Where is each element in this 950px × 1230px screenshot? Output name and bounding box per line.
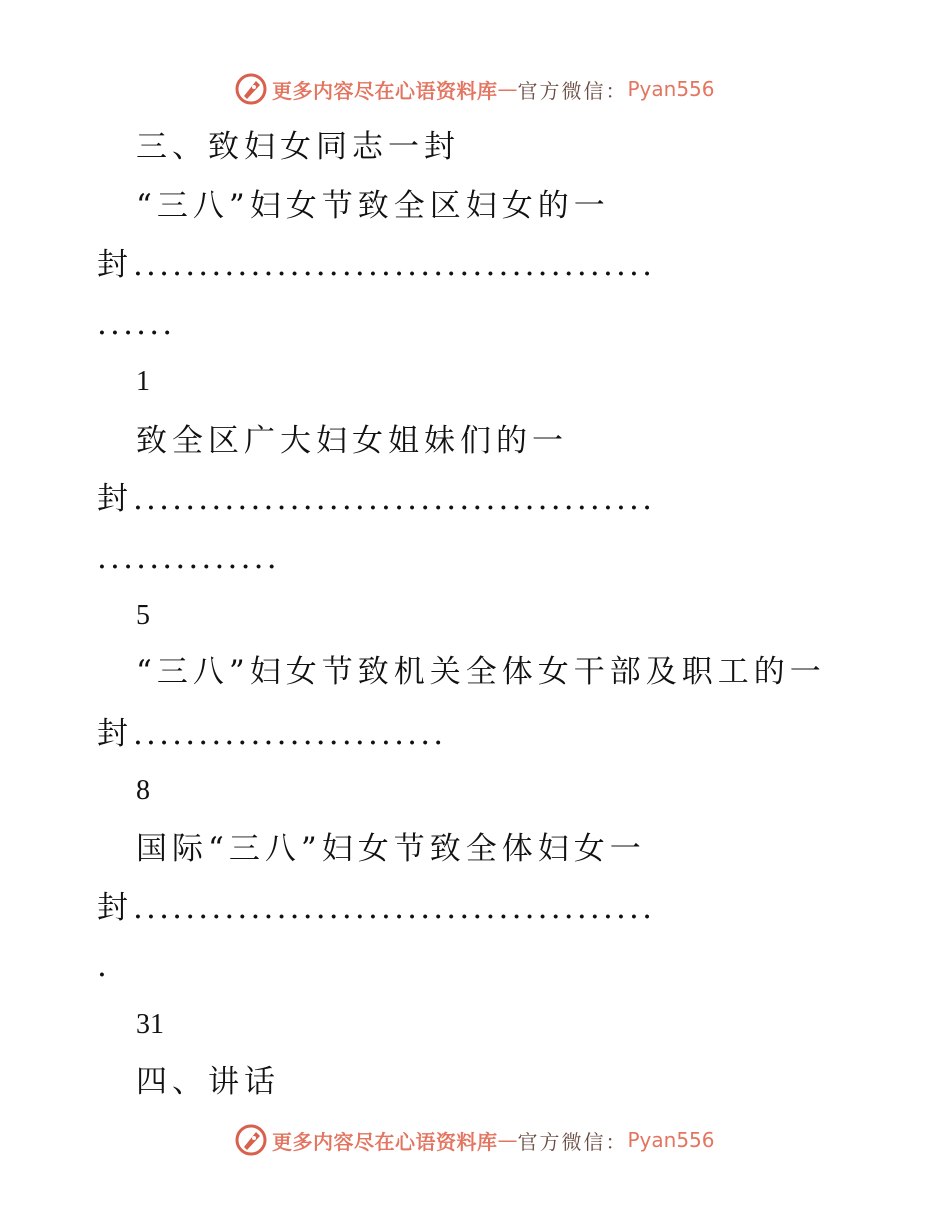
- watermark-account: Pyan556: [627, 1128, 715, 1152]
- watermark-brand: 更多内容尽在心语资料库: [272, 78, 498, 103]
- toc-entry-4-title: 国际“三八”妇女节致全体妇女一: [136, 831, 646, 867]
- toc-entry-1-title: “三八”妇女节致全区妇女的一: [136, 188, 610, 224]
- toc-entry-3-title: “三八”妇女节致机关全体女干部及职工的一: [136, 654, 826, 690]
- toc-entry-1-dots-2: ......: [97, 306, 176, 342]
- toc-entry-2-page: 5: [136, 600, 150, 631]
- toc-entry-4-dots: ........................................: [133, 890, 656, 926]
- watermark-official-label: 官方微信：: [517, 1129, 628, 1154]
- toc-entry-2-lead: 封: [97, 481, 133, 517]
- toc-entry-4-page: 31: [136, 1009, 164, 1040]
- watermark-official-label: 官方微信：: [517, 78, 628, 103]
- toc-entry-3-leader: [97, 714, 446, 754]
- toc-entry-2-leader: [97, 479, 655, 519]
- toc-entry-3-lead: 封: [97, 716, 133, 752]
- toc-entry-4-lead: 封: [97, 890, 133, 926]
- toc-entry-1-page: 1: [136, 366, 150, 397]
- footer-watermark: [234, 1123, 715, 1157]
- toc-entry-1-leader: [97, 245, 655, 285]
- toc-entry-4-dots-2: .: [97, 948, 111, 984]
- section-4-heading: 四、讲话: [136, 1064, 280, 1100]
- toc-entry-3-dots: ........................: [133, 716, 447, 752]
- watermark-dash: —: [497, 77, 518, 101]
- toc-entry-4-leader: [97, 888, 655, 928]
- watermark-brand: 更多内容尽在心语资料库: [272, 1129, 498, 1154]
- toc-entry-1-dots: ........................................: [133, 247, 656, 283]
- toc-entry-1-lead: 封: [97, 247, 133, 283]
- watermark-dash: —: [497, 1128, 518, 1152]
- watermark-account: Pyan556: [627, 77, 715, 101]
- toc-entry-1-dots-cont: [97, 304, 175, 344]
- toc-entry-3-page: 8: [136, 775, 150, 806]
- header-watermark: [234, 72, 715, 106]
- toc-entry-2-dots: ........................................: [133, 481, 656, 517]
- toc-entry-4-dots-cont: [97, 946, 110, 986]
- pen-nib-logo-icon: [234, 1123, 268, 1157]
- toc-entry-2-dots-cont: [97, 538, 280, 578]
- toc-entry-2-title: 致全区广大妇女姐妹们的一: [136, 423, 568, 459]
- toc-entry-2-dots-2: ..............: [97, 540, 280, 576]
- pen-nib-logo-icon: [234, 72, 268, 106]
- section-3-heading: 三、致妇女同志一封: [136, 129, 460, 165]
